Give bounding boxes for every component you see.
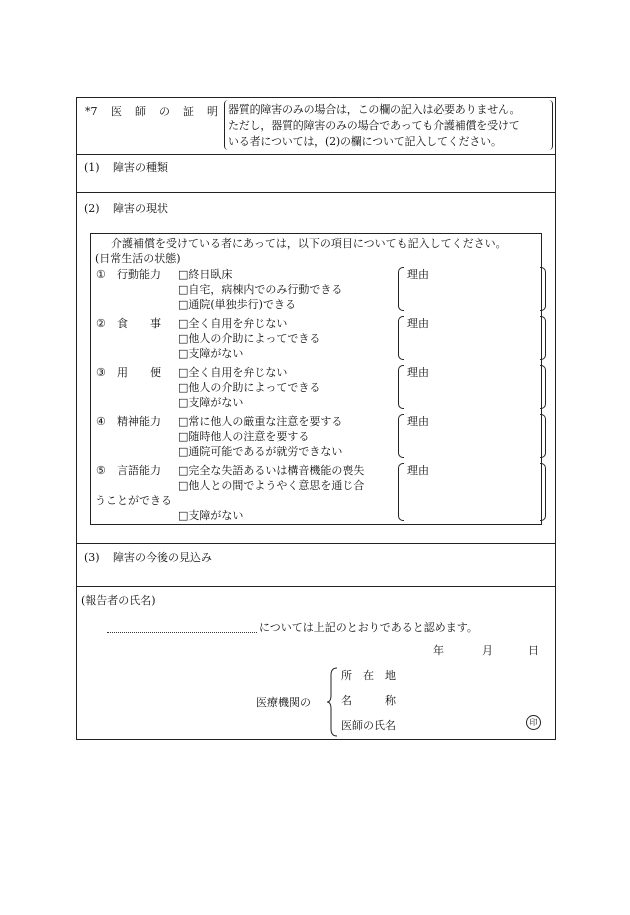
item-1-name: 行動能力 xyxy=(117,268,161,281)
reporter-name-field[interactable] xyxy=(107,620,257,633)
item-5-number: ⑤ xyxy=(96,464,106,477)
section-1-row xyxy=(77,155,555,193)
date-day: 日 xyxy=(528,644,539,657)
certification-statement: については上記のとおりであると認めます。 xyxy=(259,621,478,634)
item-2-option-3[interactable]: □支障がない xyxy=(178,347,244,360)
item-4-reason-label: 理由 xyxy=(407,415,429,428)
item-5-option-2[interactable]: □他人との間でようやく意思を通じ合 xyxy=(178,479,365,492)
item-5-reason-box[interactable] xyxy=(398,463,546,521)
note-line-1: 器質的障害のみの場合は，この欄の記入は必要ありません。 xyxy=(228,103,521,116)
field-name: 名 称 xyxy=(341,694,396,707)
item-3-reason-label: 理由 xyxy=(407,366,429,379)
item-4-number: ④ xyxy=(96,415,106,428)
item-2-reason-box[interactable] xyxy=(398,316,546,360)
reporter-name-label: (報告者の氏名) xyxy=(81,594,156,607)
section-3-label: 障害の今後の見込み xyxy=(113,551,212,564)
section-1-number: (1) xyxy=(84,161,100,174)
item-5-name: 言語能力 xyxy=(117,464,161,477)
item-3-reason-box[interactable] xyxy=(398,365,546,409)
field-doctor-name: 医師の氏名 xyxy=(341,719,396,732)
item-1-reason-label: 理由 xyxy=(407,268,429,281)
section-2-label: 障害の現状 xyxy=(113,202,168,215)
doctor-certificate-form xyxy=(76,97,556,740)
seal-icon: 印 xyxy=(526,715,541,730)
item-4-option-1[interactable]: □常に他人の厳重な注意を要する xyxy=(178,415,343,428)
section-3-row xyxy=(77,544,555,587)
item-4-option-2[interactable]: □随時他人の注意を要する xyxy=(178,430,310,443)
item-3-number: ③ xyxy=(96,366,106,379)
item-2-option-1[interactable]: □全く自用を弁じない xyxy=(178,317,288,330)
note-line-3: いる者については，(2)の欄について記入してください。 xyxy=(228,135,502,148)
item-4-reason-box[interactable] xyxy=(398,414,546,458)
item-3-option-1[interactable]: □全く自用を弁じない xyxy=(178,366,288,379)
item-4-option-3[interactable]: □通院可能であるが就労できない xyxy=(178,445,343,458)
date-year: 年 xyxy=(433,644,444,657)
date-month: 月 xyxy=(482,644,493,657)
institution-label: 医療機関の xyxy=(256,696,311,709)
section-2-row xyxy=(77,193,555,544)
daily-life-box xyxy=(90,233,542,525)
item-3-option-3[interactable]: □支障がない xyxy=(178,396,244,409)
item-1-option-2[interactable]: □自宅，病棟内でのみ行動できる xyxy=(178,283,343,296)
brace-icon xyxy=(327,667,339,737)
item-2-reason-label: 理由 xyxy=(407,317,429,330)
item-4-name: 精神能力 xyxy=(117,415,161,428)
section-2-number: (2) xyxy=(84,202,100,215)
item-2-name: 食 事 xyxy=(117,317,161,330)
section-3-number: (3) xyxy=(84,551,100,564)
item-5-option-1[interactable]: □完全な失語あるいは構音機能の喪失 xyxy=(178,464,365,477)
note-line-2: ただし，器質的障害のみの場合であっても介護補償を受けて xyxy=(228,119,520,132)
item-5-option-2-cont: うことができる xyxy=(95,494,172,507)
daily-life-subtitle: (日常生活の状態) xyxy=(95,252,181,265)
item-2-option-2[interactable]: □他人の介助によってできる xyxy=(178,332,321,345)
item-1-option-1[interactable]: □終日臥床 xyxy=(178,268,233,281)
item-3-name: 用 便 xyxy=(117,366,161,379)
item-1-reason-box[interactable] xyxy=(398,267,546,311)
section-1-label: 障害の種類 xyxy=(113,161,168,174)
item-1-number: ① xyxy=(96,268,106,281)
item-5-reason-label: 理由 xyxy=(407,464,429,477)
field-address: 所 在 地 xyxy=(341,669,396,682)
care-intro-text: 介護補償を受けている者にあっては，以下の項目についても記入してください。 xyxy=(111,237,507,250)
item-2-number: ② xyxy=(96,317,106,330)
item-1-option-3[interactable]: □通院(単独歩行)できる xyxy=(178,298,296,311)
item-5-option-3[interactable]: □支障がない xyxy=(178,509,244,522)
item-3-option-2[interactable]: □他人の介助によってできる xyxy=(178,381,321,394)
header-row: *7 医 師 の 証 明 器質的障害のみの場合は，この欄の記入は必要ありません。 ただし，器質的障害のみの場合であっても介護補償を受けて いる者については，(2)の欄について記入してください。 xyxy=(77,98,555,155)
